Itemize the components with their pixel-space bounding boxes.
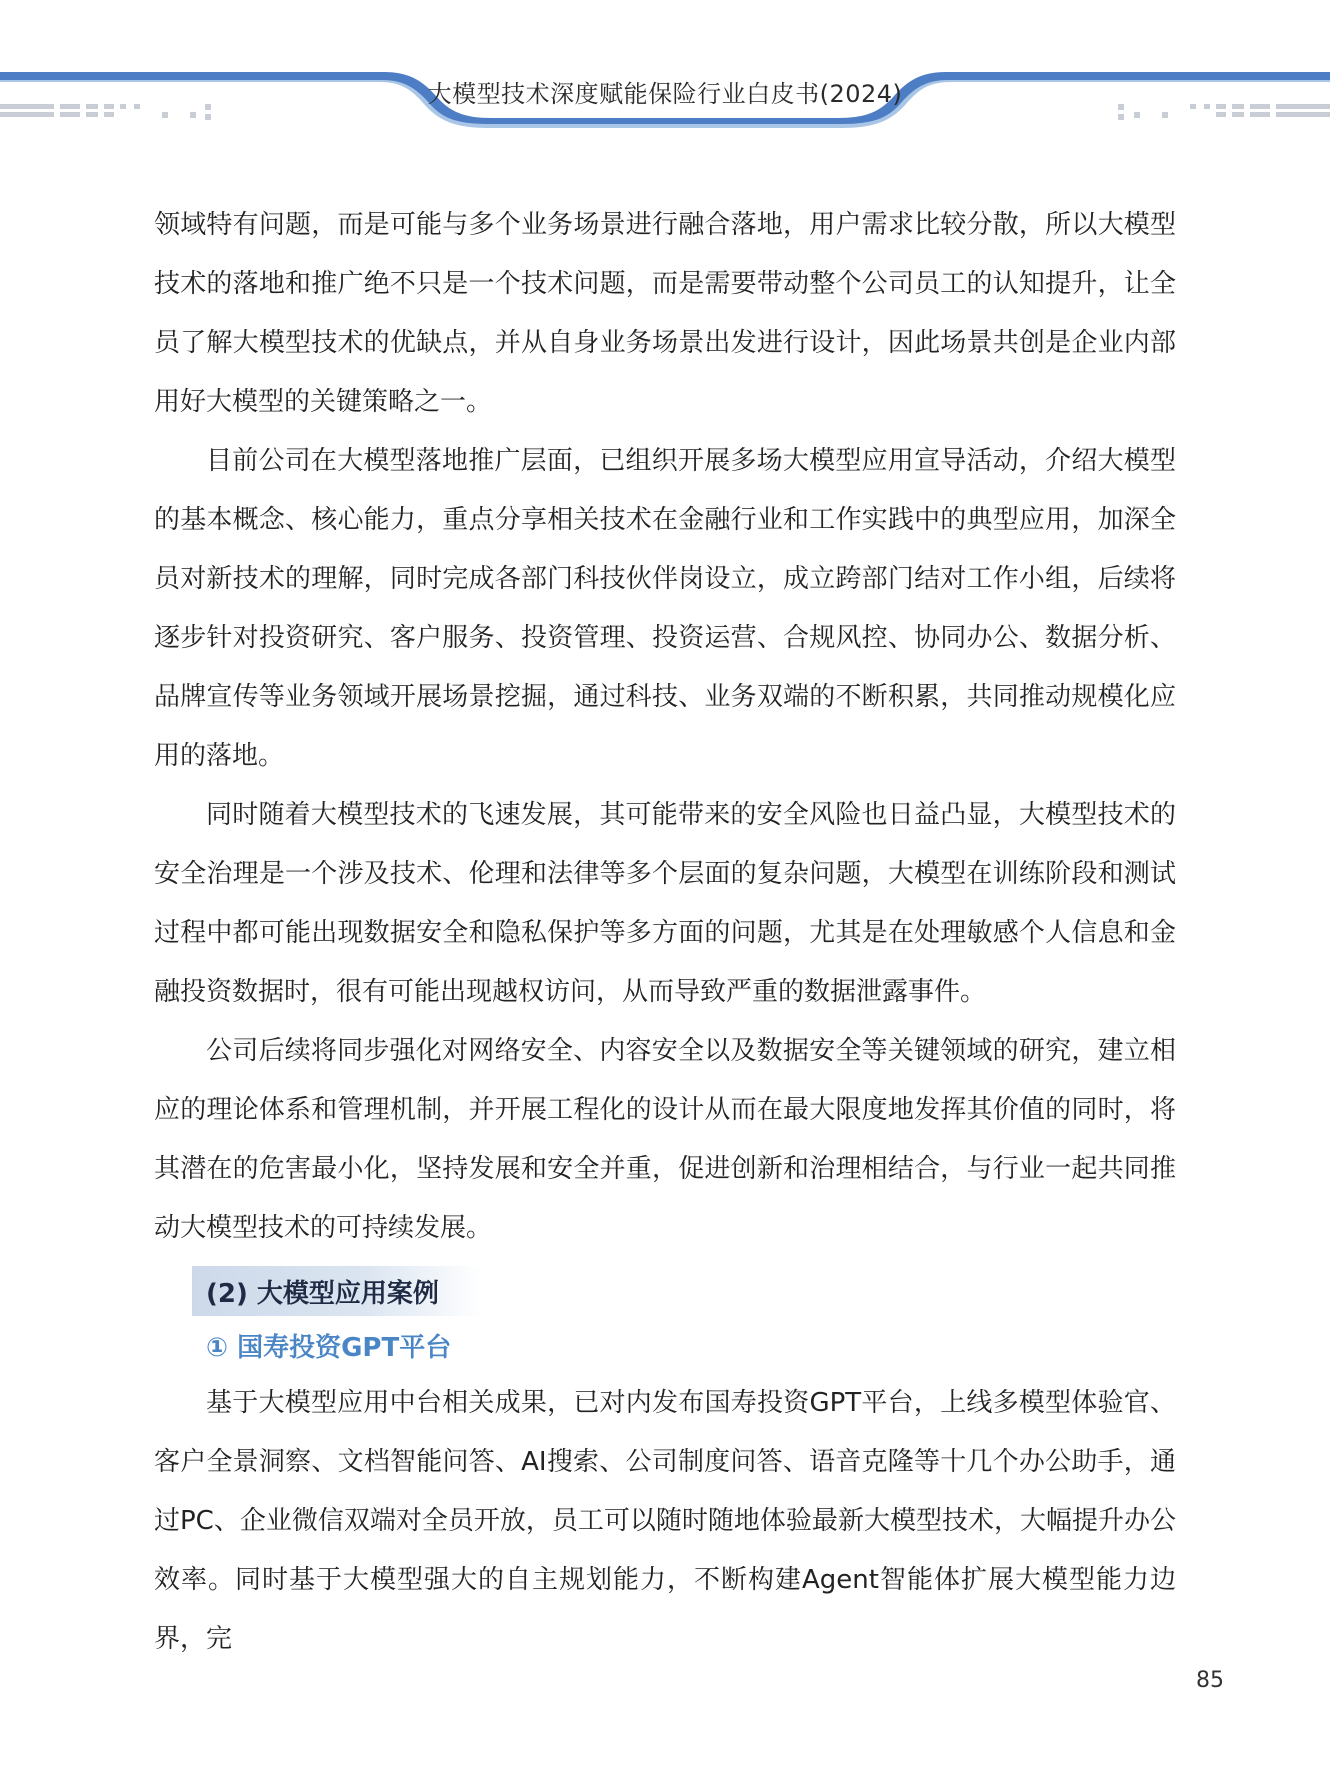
- paragraph-1: 领域特有问题，而是可能与多个业务场景进行融合落地，用户需求比较分散，所以大模型技术的落地和推广绝不只是一个技术问题，而是需要带动整个公司员工的认知提升，让全员了解大模型技术的优缺点，并从自身业务场景出发进行设计，因此场景共创是企业内部用好大模型的关键策略之一。: [154, 210, 1176, 417]
- section-heading: (2) 大模型应用案例: [206, 1278, 439, 1309]
- subsection-heading: ① 国寿投资GPT平台: [206, 1332, 452, 1363]
- header-title: 大模型技术深度赋能保险行业白皮书(2024): [427, 80, 903, 108]
- page-header: [0, 0, 1330, 140]
- paragraph-4: 公司后续将同步强化对网络安全、内容安全以及数据安全等关键领域的研究，建立相应的理论体系和管理机制，并开展工程化的设计从而在最大限度地发挥其价值的同时，将其潜在的危害最小化，坚持发展和安全并重，促进创新和治理相结合，与行业一起共同推动大模型技术的可持续发展。: [154, 1036, 1176, 1243]
- section-heading-box: [192, 1266, 482, 1316]
- paragraph-5: 基于大模型应用中台相关成果，已对内发布国寿投资GPT平台，上线多模型体验官、客户全景洞察、文档智能问答、AI搜索、公司制度问答、语音克隆等十几个办公助手，通过PC、企业微信双端对全员开放，员工可以随时随地体验最新大模型技术，大幅提升办公效率。同时基于大模型强大的自主规划能力，不断构建Agent智能体扩展大模型能力边界，完: [154, 1388, 1176, 1654]
- paragraph-3: 同时随着大模型技术的飞速发展，其可能带来的安全风险也日益凸显，大模型技术的安全治理是一个涉及技术、伦理和法律等多个层面的复杂问题，大模型在训练阶段和测试过程中都可能出现数据安全和隐私保护等多方面的问题，尤其是在处理敏感个人信息和金融投资数据时，很有可能出现越权访问，从而导致严重的数据泄露事件。: [154, 800, 1176, 1007]
- header-decoration: [0, 0, 1330, 140]
- paragraph-2: 目前公司在大模型落地推广层面，已组织开展多场大模型应用宣导活动，介绍大模型的基本概念、核心能力，重点分享相关技术在金融行业和工作实践中的典型应用，加深全员对新技术的理解，同时完成各部门科技伙伴岗设立，成立跨部门结对工作小组，后续将逐步针对投资研究、客户服务、投资管理、投资运营、合规风控、协同办公、数据分析、品牌宣传等业务领域开展场景挖掘，通过科技、业务双端的不断积累，共同推动规模化应用的落地。: [154, 446, 1176, 771]
- page-number: 85: [1196, 1668, 1224, 1693]
- page-body: [154, 196, 1176, 1669]
